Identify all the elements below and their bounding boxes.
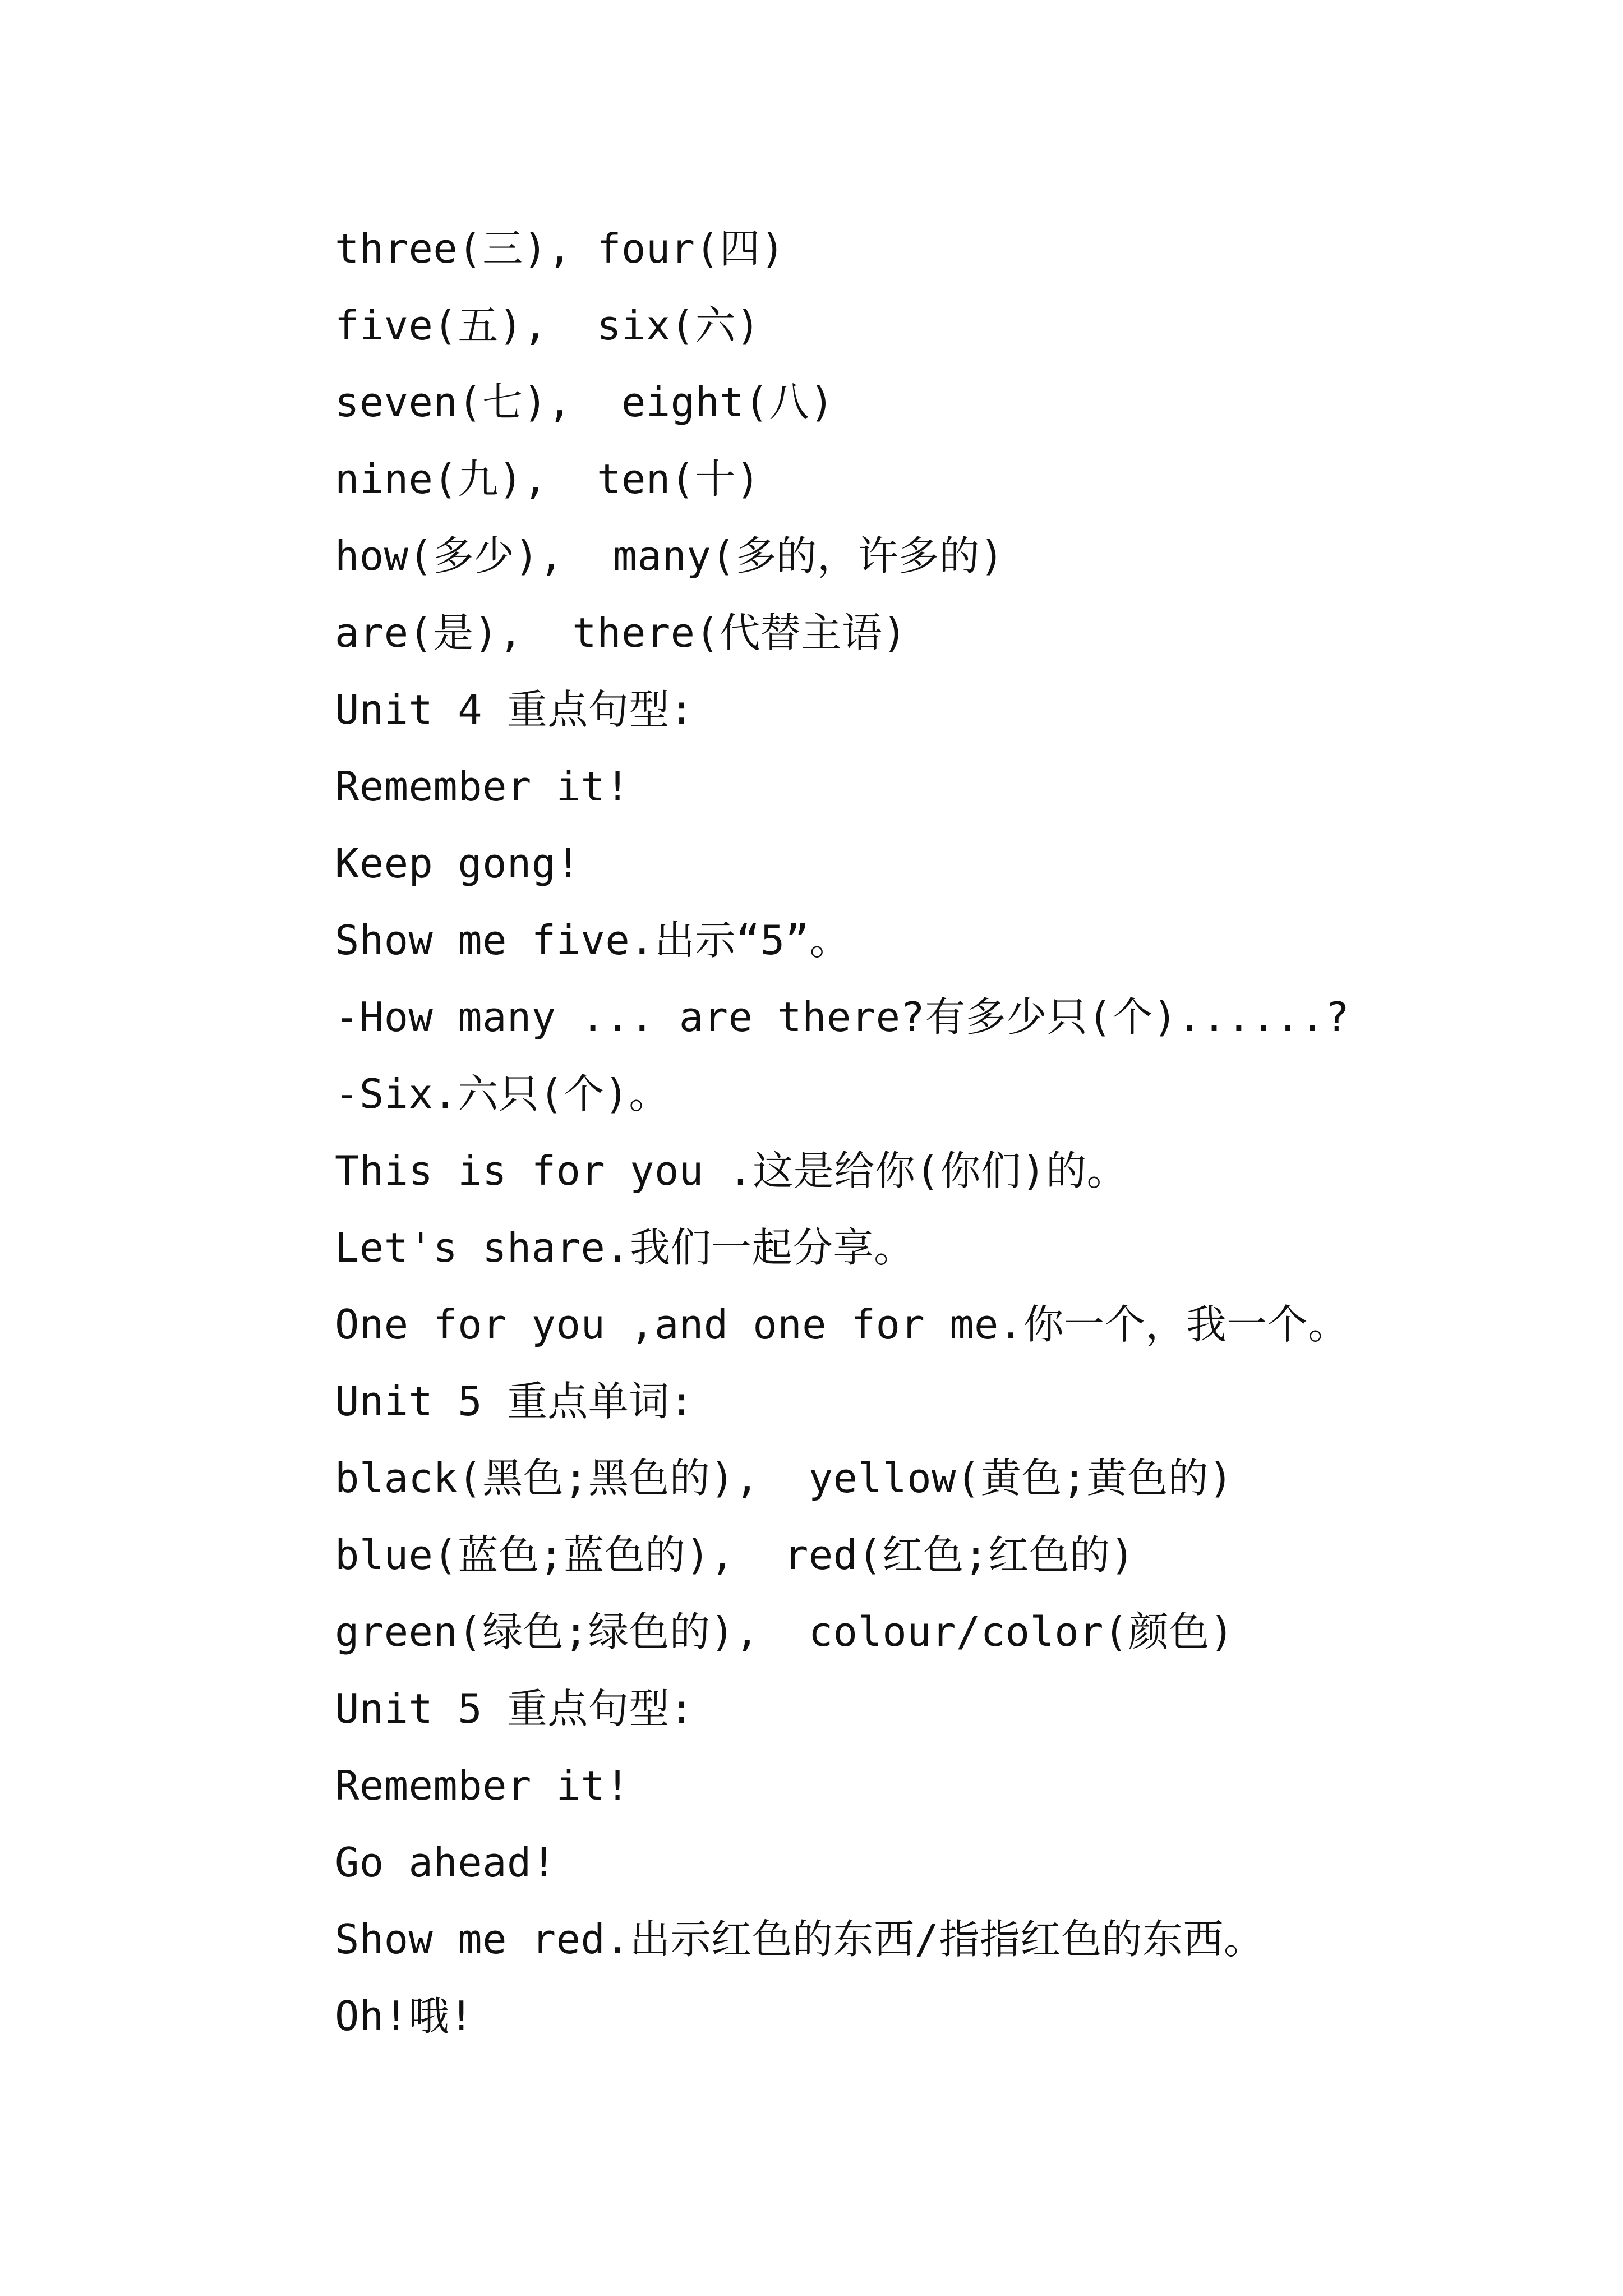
vocab-line-green-colour: green(绿色;绿色的), colour/color(颜色) xyxy=(335,1608,1234,1655)
vocab-line-blue-red: blue(蓝色;蓝色的), red(红色;红色的) xyxy=(335,1531,1135,1579)
section-heading-unit5-sentences: Unit 5 重点句型: xyxy=(335,1685,694,1732)
sentence-line: One for you ,and one for me.你一个，我一个。 xyxy=(335,1301,1349,1348)
vocab-line-how-many: how(多少), many(多的，许多的) xyxy=(335,532,1004,579)
sentence-line: Keep gong! xyxy=(335,840,581,887)
sentence-line: Remember it! xyxy=(335,763,630,810)
vocab-line-three-four: three(三), four(四) xyxy=(335,225,785,272)
sentence-line: Show me five.出示“5”。 xyxy=(335,917,851,964)
sentence-line: Show me red.出示红色的东西/指指红色的东西。 xyxy=(335,1916,1265,1963)
document-body xyxy=(335,210,1569,2055)
section-heading-unit4-sentences: Unit 4 重点句型: xyxy=(335,686,694,733)
sentence-line: This is for you .这是给你(你们)的。 xyxy=(335,1147,1128,1194)
sentence-line: Remember it! xyxy=(335,1762,630,1809)
vocab-line-seven-eight: seven(七), eight(八) xyxy=(335,379,834,426)
vocab-line-are-there: are(是), there(代替主语) xyxy=(335,609,907,656)
sentence-line: -How many ... are there?有多少只(个)......? xyxy=(335,993,1350,1041)
sentence-line: -Six.六只(个)。 xyxy=(335,1070,670,1117)
section-heading-unit5-words: Unit 5 重点单词: xyxy=(335,1378,694,1425)
sentence-line: Let's share.我们一起分享。 xyxy=(335,1224,915,1271)
vocab-line-five-six: five(五), six(六) xyxy=(335,302,760,349)
vocab-line-nine-ten: nine(九), ten(十) xyxy=(335,455,760,503)
sentence-line: Oh!哦! xyxy=(335,1993,474,2040)
sentence-line: Go ahead! xyxy=(335,1839,556,1886)
vocab-line-black-yellow: black(黑色;黑色的), yellow(黄色;黄色的) xyxy=(335,1455,1233,1502)
